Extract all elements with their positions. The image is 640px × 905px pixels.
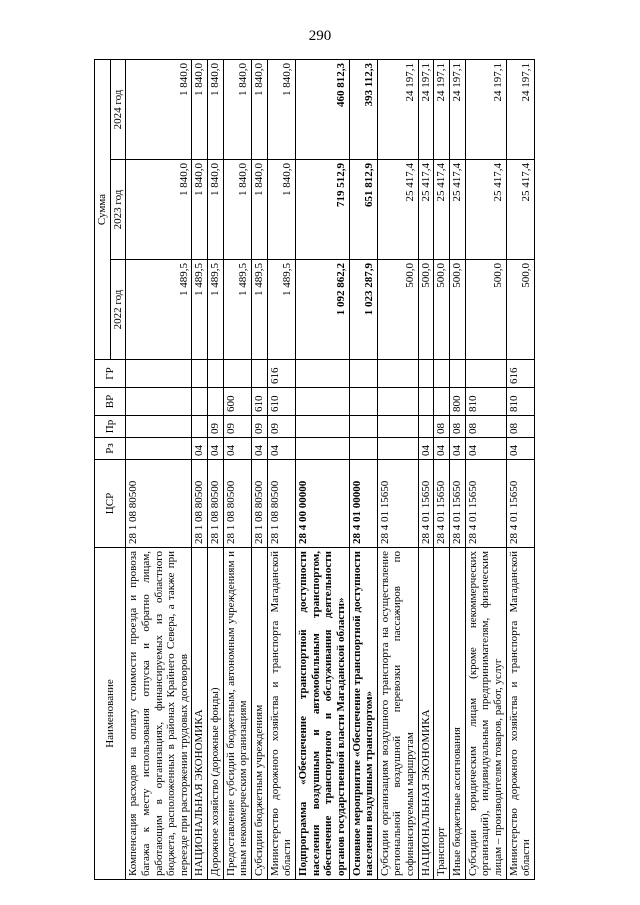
row-vr-cell: 610 bbox=[252, 388, 268, 416]
row-amount-2022: 1 023 287,9 bbox=[349, 260, 377, 360]
row-vr-cell bbox=[208, 388, 224, 416]
row-vr-cell bbox=[126, 388, 192, 416]
header-year-2022: 2022 год bbox=[110, 260, 126, 360]
row-vr-cell: 810 bbox=[465, 388, 506, 416]
row-pr-cell: 09 bbox=[208, 416, 224, 438]
row-amount-2023: 25 417,4 bbox=[450, 160, 466, 260]
row-pr-cell: 08 bbox=[434, 416, 450, 438]
row-rz-cell: 04 bbox=[465, 438, 506, 460]
row-csr-cell: 28 4 01 15650 bbox=[465, 460, 506, 548]
row-csr-cell: 28 4 01 15650 bbox=[377, 460, 418, 548]
row-csr-cell: 28 1 08 80500 bbox=[267, 460, 295, 548]
row-rz-cell: 04 bbox=[252, 438, 268, 460]
table-row bbox=[450, 60, 466, 880]
row-name-cell: Субсидии бюджетным учреждениям bbox=[252, 548, 268, 880]
row-amount-2022: 500,0 bbox=[506, 260, 534, 360]
header-csr: ЦСР bbox=[95, 460, 126, 548]
table-row bbox=[465, 60, 506, 880]
row-amount-2022: 500,0 bbox=[450, 260, 466, 360]
row-csr-cell: 28 4 01 15650 bbox=[506, 460, 534, 548]
row-csr-cell: 28 4 01 15650 bbox=[450, 460, 466, 548]
row-pr-cell: 08 bbox=[506, 416, 534, 438]
row-amount-2024: 460 812,3 bbox=[295, 60, 349, 160]
row-name-cell: НАЦИОНАЛЬНАЯ ЭКОНОМИКА bbox=[418, 548, 434, 880]
table-row bbox=[126, 60, 192, 880]
header-year-2023: 2023 год bbox=[110, 160, 126, 260]
row-amount-2023: 1 840,0 bbox=[252, 160, 268, 260]
header-sum: Сумма bbox=[95, 60, 111, 360]
table-row bbox=[208, 60, 224, 880]
row-pr-cell: 09 bbox=[223, 416, 251, 438]
row-gr-cell bbox=[192, 360, 208, 388]
row-amount-2023: 1 840,0 bbox=[223, 160, 251, 260]
row-amount-2023: 1 840,0 bbox=[208, 160, 224, 260]
row-pr-cell bbox=[295, 416, 349, 438]
row-vr-cell bbox=[377, 388, 418, 416]
row-amount-2022: 500,0 bbox=[377, 260, 418, 360]
header-pr: Пр bbox=[95, 416, 126, 438]
row-amount-2022: 500,0 bbox=[465, 260, 506, 360]
row-rz-cell: 04 bbox=[506, 438, 534, 460]
row-amount-2022: 1 489,5 bbox=[223, 260, 251, 360]
row-rz-cell: 04 bbox=[223, 438, 251, 460]
table-row bbox=[434, 60, 450, 880]
row-amount-2022: 500,0 bbox=[418, 260, 434, 360]
row-rz-cell: 04 bbox=[267, 438, 295, 460]
row-name-cell: Субсидии юридическим лицам (кроме некоммерческих организаций), индивидуальным предпринимателям, физическим лицам – производителям товаров, работ, услуг bbox=[465, 548, 506, 880]
header-gr: ГР bbox=[95, 360, 126, 388]
header-rz: Рз bbox=[95, 438, 126, 460]
row-pr-cell bbox=[377, 416, 418, 438]
row-vr-cell bbox=[349, 388, 377, 416]
header-year-2024: 2024 год bbox=[110, 60, 126, 160]
row-gr-cell: 616 bbox=[506, 360, 534, 388]
row-amount-2023: 25 417,4 bbox=[465, 160, 506, 260]
row-amount-2023: 1 840,0 bbox=[267, 160, 295, 260]
table-body bbox=[126, 60, 535, 880]
row-amount-2024: 1 840,0 bbox=[267, 60, 295, 160]
row-amount-2022: 1 489,5 bbox=[126, 260, 192, 360]
row-rz-cell: 04 bbox=[450, 438, 466, 460]
row-vr-cell: 810 bbox=[506, 388, 534, 416]
budget-table bbox=[94, 59, 535, 880]
row-csr-cell: 28 1 08 80500 bbox=[126, 460, 192, 548]
row-gr-cell bbox=[377, 360, 418, 388]
row-vr-cell bbox=[418, 388, 434, 416]
table-row bbox=[267, 60, 295, 880]
row-rz-cell: 04 bbox=[208, 438, 224, 460]
table-row bbox=[223, 60, 251, 880]
row-csr-cell: 28 1 08 80500 bbox=[252, 460, 268, 548]
row-amount-2022: 1 489,5 bbox=[267, 260, 295, 360]
row-rz-cell bbox=[295, 438, 349, 460]
row-name-cell: Основное мероприятие «Обеспечение транспортной доступности населения воздушным транспортом» bbox=[349, 548, 377, 880]
row-gr-cell bbox=[223, 360, 251, 388]
row-gr-cell bbox=[418, 360, 434, 388]
row-csr-cell: 28 4 01 15650 bbox=[434, 460, 450, 548]
row-amount-2024: 1 840,0 bbox=[208, 60, 224, 160]
row-pr-cell bbox=[418, 416, 434, 438]
row-rz-cell bbox=[349, 438, 377, 460]
row-vr-cell: 800 bbox=[450, 388, 466, 416]
row-gr-cell bbox=[126, 360, 192, 388]
row-gr-cell bbox=[434, 360, 450, 388]
row-amount-2022: 500,0 bbox=[434, 260, 450, 360]
row-vr-cell bbox=[295, 388, 349, 416]
row-pr-cell: 08 bbox=[465, 416, 506, 438]
row-amount-2023: 651 812,9 bbox=[349, 160, 377, 260]
row-pr-cell: 09 bbox=[252, 416, 268, 438]
row-rz-cell bbox=[126, 438, 192, 460]
row-name-cell: Дорожное хозяйство (дорожные фонды) bbox=[208, 548, 224, 880]
page-number: 290 bbox=[308, 28, 332, 44]
row-pr-cell bbox=[126, 416, 192, 438]
row-amount-2023: 719 512,9 bbox=[295, 160, 349, 260]
row-pr-cell: 09 bbox=[267, 416, 295, 438]
row-csr-cell: 28 4 01 00000 bbox=[349, 460, 377, 548]
row-amount-2023: 25 417,4 bbox=[418, 160, 434, 260]
row-amount-2024: 1 840,0 bbox=[126, 60, 192, 160]
row-vr-cell: 610 bbox=[267, 388, 295, 416]
row-amount-2023: 25 417,4 bbox=[377, 160, 418, 260]
row-gr-cell: 616 bbox=[267, 360, 295, 388]
row-amount-2024: 1 840,0 bbox=[252, 60, 268, 160]
row-csr-cell: 28 4 00 00000 bbox=[295, 460, 349, 548]
table-row bbox=[377, 60, 418, 880]
row-amount-2024: 1 840,0 bbox=[192, 60, 208, 160]
row-gr-cell bbox=[465, 360, 506, 388]
row-rz-cell: 04 bbox=[192, 438, 208, 460]
row-rz-cell: 04 bbox=[418, 438, 434, 460]
row-amount-2024: 24 197,1 bbox=[418, 60, 434, 160]
row-name-cell: Компенсация расходов на оплату стоимости проезда и провоза багажа к месту использования отпуска и обратно лицам, работающим в организациях, финансируемых из областного бюджета, расположенных в районах Крайнего Севера, а также при переезде при расторжении трудовых договоров bbox=[126, 548, 192, 880]
rotated-budget-table bbox=[94, 60, 533, 880]
row-csr-cell: 28 4 01 15650 bbox=[418, 460, 434, 548]
row-name-cell: Министерство дорожного хозяйства и транспорта Магаданской области bbox=[506, 548, 534, 880]
row-name-cell: Транспорт bbox=[434, 548, 450, 880]
row-pr-cell bbox=[349, 416, 377, 438]
row-amount-2024: 24 197,1 bbox=[377, 60, 418, 160]
row-amount-2024: 24 197,1 bbox=[434, 60, 450, 160]
row-amount-2024: 1 840,0 bbox=[223, 60, 251, 160]
table-row bbox=[295, 60, 349, 880]
row-pr-cell bbox=[192, 416, 208, 438]
row-vr-cell bbox=[192, 388, 208, 416]
table-row bbox=[192, 60, 208, 880]
row-csr-cell: 28 1 08 80500 bbox=[208, 460, 224, 548]
header-row bbox=[95, 60, 111, 880]
row-rz-cell bbox=[377, 438, 418, 460]
row-amount-2024: 24 197,1 bbox=[450, 60, 466, 160]
table-row bbox=[252, 60, 268, 880]
row-amount-2022: 1 489,5 bbox=[192, 260, 208, 360]
row-name-cell: Подпрограмма «Обеспечение транспортной доступности населения воздушным и автомобильным транспортом, обеспечение транспортного и обслуживания деятельности органов государственной власти Магаданской области» bbox=[295, 548, 349, 880]
row-name-cell: Министерство дорожного хозяйства и транспорта Магаданской области bbox=[267, 548, 295, 880]
header-name: Наименование bbox=[95, 548, 126, 880]
row-name-cell: НАЦИОНАЛЬНАЯ ЭКОНОМИКА bbox=[192, 548, 208, 880]
row-amount-2024: 24 197,1 bbox=[506, 60, 534, 160]
row-gr-cell bbox=[208, 360, 224, 388]
row-amount-2023: 1 840,0 bbox=[192, 160, 208, 260]
row-amount-2023: 1 840,0 bbox=[126, 160, 192, 260]
row-name-cell: Субсидии организациям воздушного транспорта на осуществление региональной воздушной перевозки пассажиров по софинансируемым маршрутам bbox=[377, 548, 418, 880]
table-row bbox=[506, 60, 534, 880]
row-name-cell: Предоставление субсидий бюджетным, автономным учреждениям и иным некоммерческим организациям bbox=[223, 548, 251, 880]
row-amount-2023: 25 417,4 bbox=[506, 160, 534, 260]
header-vr: ВР bbox=[95, 388, 126, 416]
row-amount-2023: 25 417,4 bbox=[434, 160, 450, 260]
row-rz-cell: 04 bbox=[434, 438, 450, 460]
row-gr-cell bbox=[450, 360, 466, 388]
row-gr-cell bbox=[295, 360, 349, 388]
table-row bbox=[418, 60, 434, 880]
row-csr-cell: 28 1 08 80500 bbox=[192, 460, 208, 548]
row-gr-cell bbox=[252, 360, 268, 388]
row-amount-2024: 393 112,3 bbox=[349, 60, 377, 160]
row-gr-cell bbox=[349, 360, 377, 388]
row-vr-cell: 600 bbox=[223, 388, 251, 416]
row-amount-2024: 24 197,1 bbox=[465, 60, 506, 160]
table-row bbox=[349, 60, 377, 880]
row-pr-cell: 08 bbox=[450, 416, 466, 438]
row-amount-2022: 1 489,5 bbox=[208, 260, 224, 360]
row-amount-2022: 1 092 862,2 bbox=[295, 260, 349, 360]
row-amount-2022: 1 489,5 bbox=[252, 260, 268, 360]
row-csr-cell: 28 1 08 80500 bbox=[223, 460, 251, 548]
row-name-cell: Иные бюджетные ассигнования bbox=[450, 548, 466, 880]
row-vr-cell bbox=[434, 388, 450, 416]
